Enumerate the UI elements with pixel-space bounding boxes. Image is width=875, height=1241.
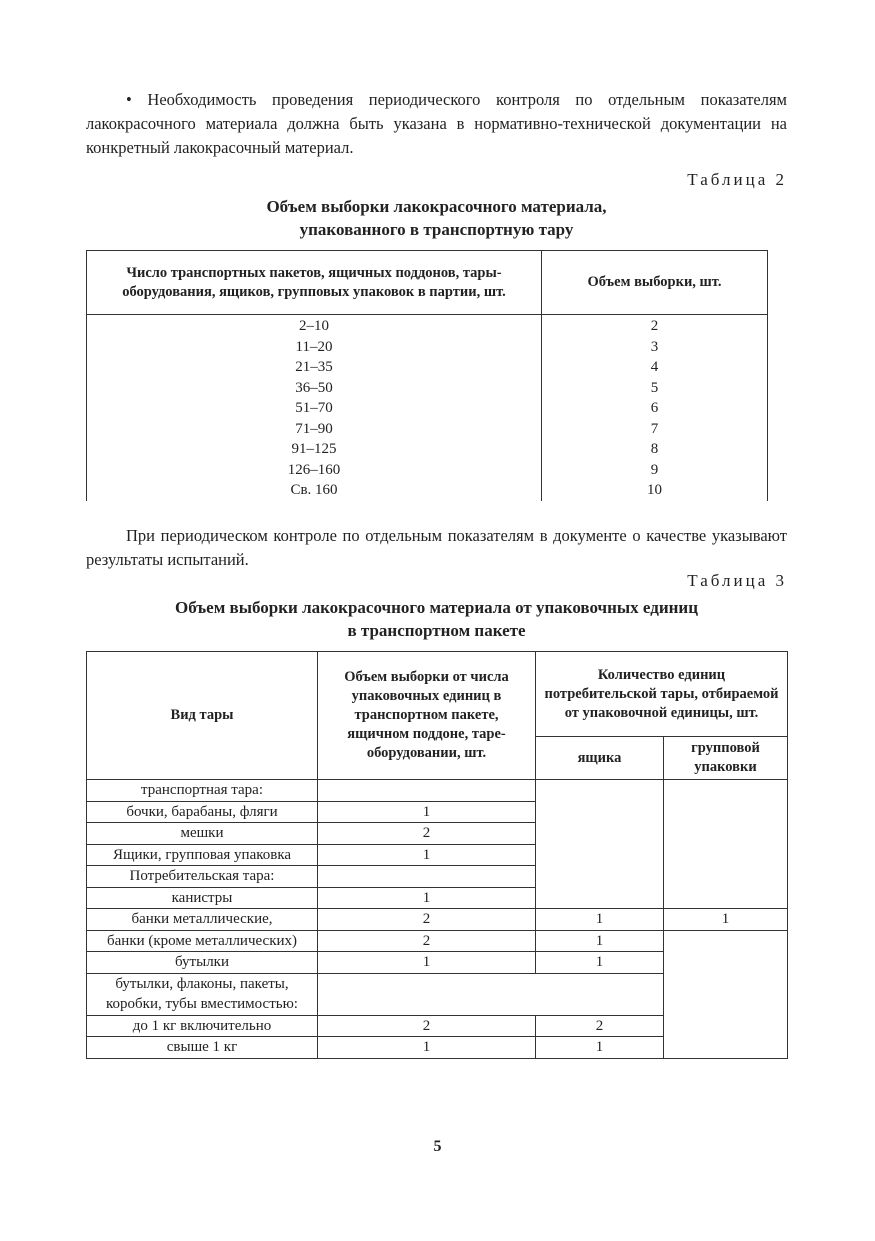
table-row bbox=[87, 439, 768, 460]
intro-paragraph: • Необходимость проведения периодического контроля по отдельным показателям лакокрасочного материала должна быть указана в нормативно-технической документации на конкретный лакокрасочный материал. bbox=[86, 90, 787, 157]
sample-size-cell bbox=[318, 780, 536, 802]
sample-size-cell: 1 bbox=[318, 952, 536, 974]
table3-header-sample: Объем выборки от числа упаковочных единиц в транспортном пакете, ящичном поддоне, таре-оборудовании, шт. bbox=[318, 652, 536, 780]
table3 bbox=[86, 651, 788, 1059]
sample-size-cell: 2 bbox=[318, 1015, 536, 1037]
group-count-cell: 1 bbox=[664, 909, 788, 931]
table-row bbox=[87, 378, 768, 399]
container-type-cell: бочки, барабаны, фляги bbox=[87, 801, 318, 823]
middle-paragraph: При периодическом контроле по отдельным показателям в документе о качестве указывают результаты испытаний. bbox=[86, 526, 787, 569]
package-count-cell: 126–160 bbox=[87, 460, 542, 481]
package-count-cell: 91–125 bbox=[87, 439, 542, 460]
table-row bbox=[87, 909, 788, 931]
sample-size-cell: 6 bbox=[542, 398, 768, 419]
table-row bbox=[87, 337, 768, 358]
package-count-cell: 11–20 bbox=[87, 337, 542, 358]
package-count-cell: Св. 160 bbox=[87, 480, 542, 501]
sample-size-cell: 2 bbox=[318, 909, 536, 931]
table3-title-line1: Объем выборки лакокрасочного материала от упаковочных единиц bbox=[174, 598, 699, 617]
container-type-cell: банки металлические, bbox=[87, 909, 318, 931]
container-type-cell: мешки bbox=[87, 823, 318, 845]
package-count-cell: 71–90 bbox=[87, 419, 542, 440]
box-count-cell: 1 bbox=[536, 930, 664, 952]
container-type-cell: до 1 кг включительно bbox=[87, 1015, 318, 1037]
sample-size-cell: 1 bbox=[318, 844, 536, 866]
sample-size-cell: 4 bbox=[542, 357, 768, 378]
page-number: 5 bbox=[433, 1138, 442, 1155]
sample-size-cell: 3 bbox=[542, 337, 768, 358]
container-type-cell: транспортная тара: bbox=[87, 780, 318, 802]
empty-cell bbox=[664, 780, 788, 909]
table3-header-count: Количество единиц потребительской тары, отбираемой от упаковочной единицы, шт. bbox=[536, 652, 788, 737]
table3-title-line2: в транспортном пакете bbox=[347, 621, 526, 640]
container-type-cell: Ящики, групповая упаковка bbox=[87, 844, 318, 866]
box-count-cell: 1 bbox=[536, 909, 664, 931]
container-type-cell: бутылки, флаконы, пакеты, коробки, тубы вместимостью: bbox=[87, 973, 318, 1015]
table2 bbox=[86, 250, 768, 501]
sample-size-cell: 2 bbox=[318, 930, 536, 952]
table-row bbox=[87, 480, 768, 501]
table3-title bbox=[86, 596, 787, 642]
sample-size-cell: 1 bbox=[318, 801, 536, 823]
sample-size-cell: 8 bbox=[542, 439, 768, 460]
table2-header: Число транспортных пакетов, ящичных поддонов, тары-оборудования, ящиков, групповых упаковок в партии, шт. bbox=[87, 251, 542, 315]
empty-cell bbox=[536, 780, 664, 909]
table2-caption: Таблица 2 bbox=[687, 170, 787, 189]
package-count-cell: 21–35 bbox=[87, 357, 542, 378]
package-count-cell: 36–50 bbox=[87, 378, 542, 399]
empty-cell bbox=[664, 930, 788, 1058]
container-type-cell: свыше 1 кг bbox=[87, 1037, 318, 1059]
table2-header: Объем выборки, шт. bbox=[542, 251, 768, 315]
sample-size-cell: 1 bbox=[318, 1037, 536, 1059]
sample-size-cell: 2 bbox=[542, 315, 768, 337]
sample-size-cell: 1 bbox=[318, 887, 536, 909]
container-type-cell: Потребительская тара: bbox=[87, 866, 318, 888]
sample-size-cell: 5 bbox=[542, 378, 768, 399]
package-count-cell: 51–70 bbox=[87, 398, 542, 419]
table2-title-line1: Объем выборки лакокрасочного материала, bbox=[266, 197, 607, 216]
table3-caption: Таблица 3 bbox=[687, 571, 787, 590]
table-row bbox=[87, 930, 788, 952]
table2-title bbox=[86, 195, 787, 241]
container-type-cell: банки (кроме металлических) bbox=[87, 930, 318, 952]
table-row bbox=[87, 460, 768, 481]
box-count-cell: 1 bbox=[536, 952, 664, 974]
sample-size-cell bbox=[318, 866, 536, 888]
box-count-cell: 1 bbox=[536, 1037, 664, 1059]
container-type-cell: канистры bbox=[87, 887, 318, 909]
sample-size-cell: 7 bbox=[542, 419, 768, 440]
table-row bbox=[87, 315, 768, 337]
empty-cell bbox=[318, 973, 664, 1015]
table3-header-type: Вид тары bbox=[87, 652, 318, 780]
table3-header-box: ящика bbox=[536, 737, 664, 780]
sample-size-cell: 2 bbox=[318, 823, 536, 845]
table-row bbox=[87, 398, 768, 419]
container-type-cell: бутылки bbox=[87, 952, 318, 974]
table2-title-line2: упакованного в транспортную тару bbox=[299, 220, 574, 239]
table3-header-group: групповой упаковки bbox=[664, 737, 788, 780]
table-row bbox=[87, 357, 768, 378]
sample-size-cell: 10 bbox=[542, 480, 768, 501]
table-row bbox=[87, 419, 768, 440]
box-count-cell: 2 bbox=[536, 1015, 664, 1037]
table-row bbox=[87, 780, 788, 802]
package-count-cell: 2–10 bbox=[87, 315, 542, 337]
sample-size-cell: 9 bbox=[542, 460, 768, 481]
